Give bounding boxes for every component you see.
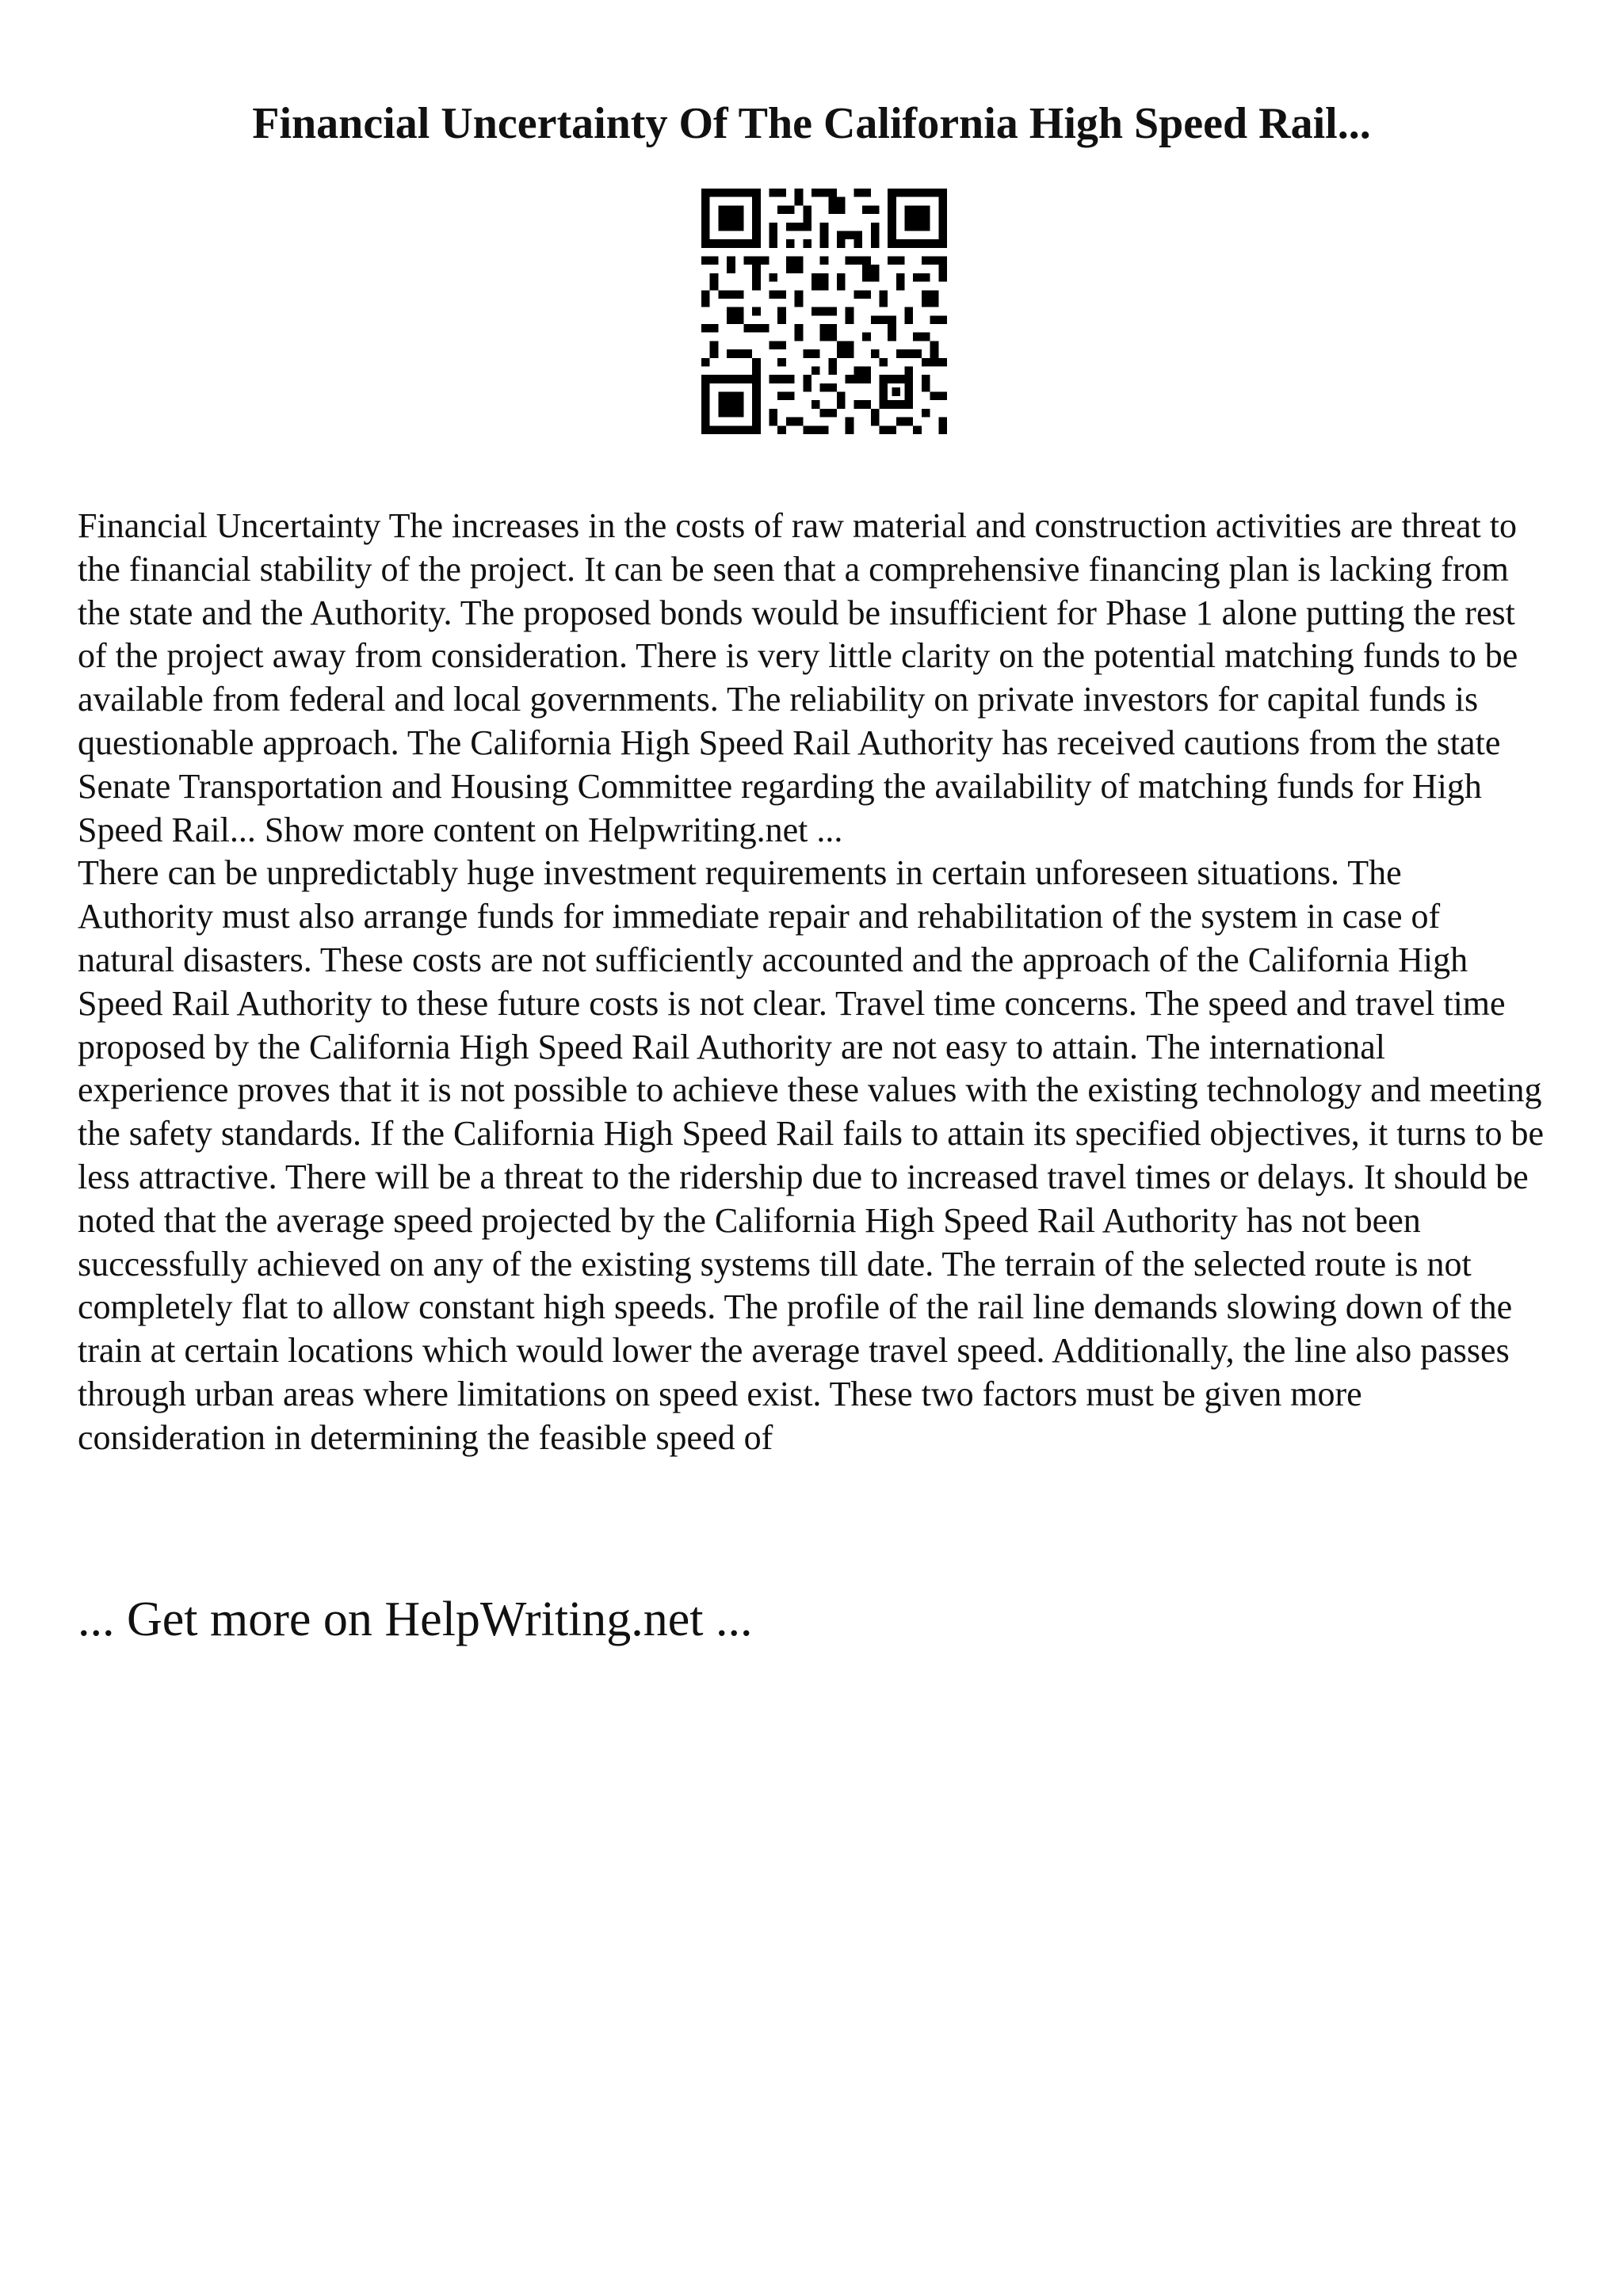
footer-link[interactable]: ... Get more on HelpWriting.net ... — [78, 1592, 753, 1646]
body-paragraph: Financial Uncertainty The increases in the costs of raw material and construction activities are threat to the financial stability of the project. It can be seen that a comprehensive financing plan is lacking from the state and the Authority. The proposed bonds would be insufficient for Phase 1 alone putting the rest of the project away from consideration. There is very little clarity on the potential matching funds to be available from federal and local governments. The reliability on private investors for capital funds is questionable approach. The California High Speed Rail Authority has received cautions from the state Senate Transportation and Housing Committee regarding the availability of matching funds for High Speed Rail... Show more content on Helpwriting.net ... — [78, 506, 1518, 849]
qr-code-graphic — [701, 189, 947, 434]
document-body — [78, 505, 1544, 1460]
body-paragraph: There can be unpredictably huge investment requirements in certain unforeseen situations. The Authority must also arrange funds for immediate repair and rehabilitation of the system in case of natural disasters. These costs are not sufficiently accounted and the approach of the California High Speed Rail Authority to these future costs is not clear. Travel time concerns. The speed and travel time proposed by the California High Speed Rail Authority are not easy to attain. The international experience proves that it is not possible to achieve these values with the existing technology and meeting the safety standards. If the California High Speed Rail fails to attain its specified objectives, it turns to be less attractive. There will be a threat to the ridership due to increased travel times or delays. It should be noted that the average speed projected by the California High Speed Rail Authority has not been successfully achieved on any of the existing systems till date. The terrain of the selected route is not completely flat to allow constant high speeds. The profile of the rail line demands slowing down of the train at certain locations which would lower the average travel speed. Additionally, the line also passes through urban areas where limitations on speed exist. These two factors must be given more consideration in determining the feasible speed of — [78, 853, 1544, 1457]
qr-code-icon[interactable] — [701, 189, 947, 434]
document-title: Financial Uncertainty Of The California High Speed Rail... — [252, 99, 1371, 148]
